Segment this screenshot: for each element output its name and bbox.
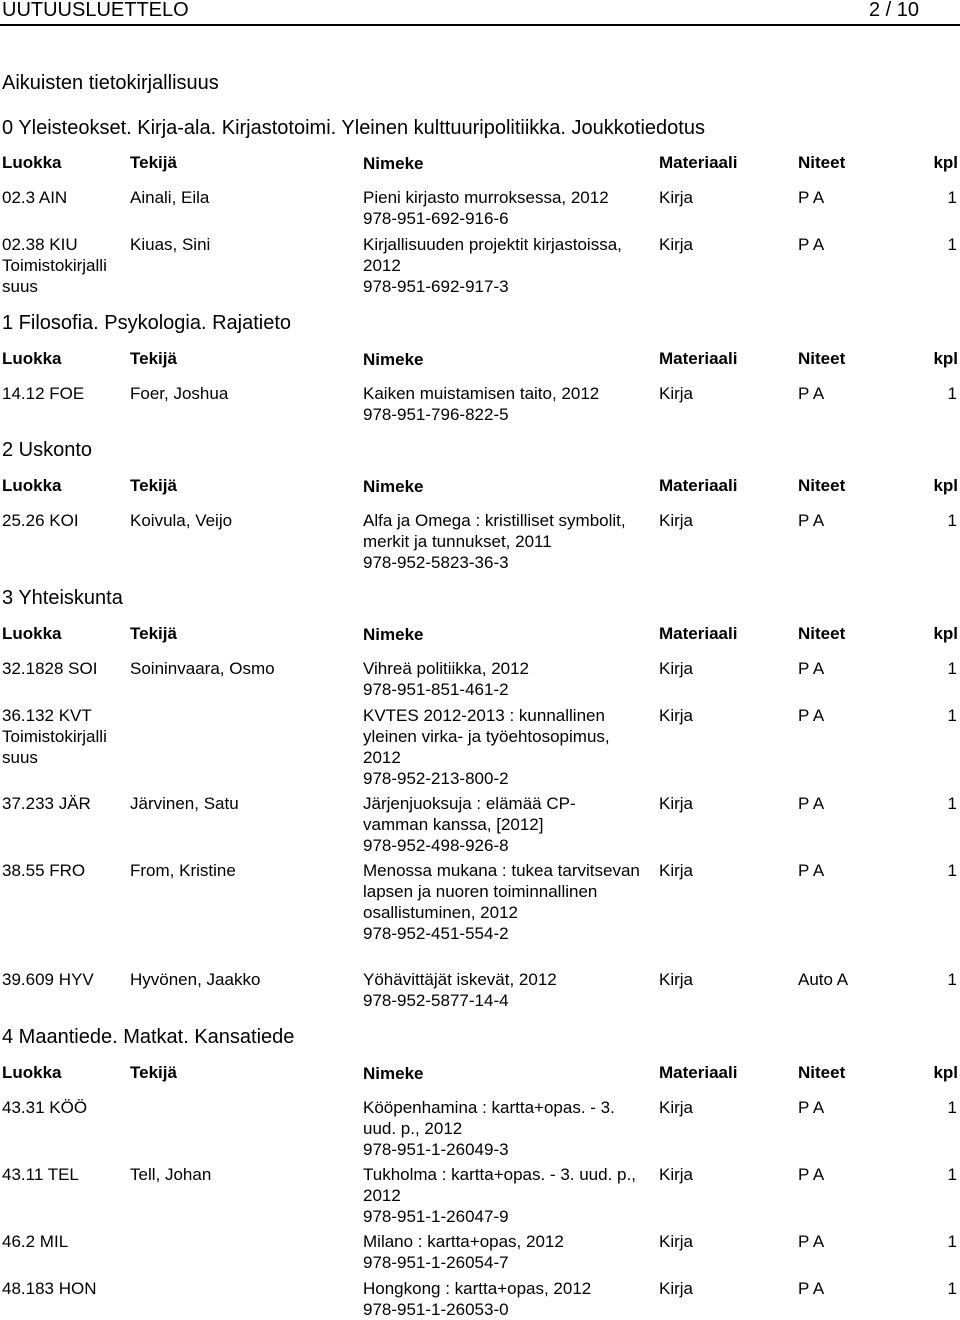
row-nimeke xyxy=(363,793,603,856)
title-text: Alfa ja Omega : kristilliset symbolit, merkit ja tunnukset, 2011 xyxy=(363,511,626,551)
row-niteet: P A xyxy=(798,235,825,254)
row-nimeke xyxy=(363,510,648,573)
row-luokka: 32.1828 SOI xyxy=(2,659,98,678)
isbn: 978-952-498-926-8 xyxy=(363,836,509,855)
row-niteet: P A xyxy=(798,1232,825,1251)
row-tekija: Kiuas, Sini xyxy=(130,235,211,254)
row-kpl: 1 xyxy=(947,970,957,989)
col-luokka: Luokka xyxy=(2,153,62,172)
row-niteet: P A xyxy=(798,511,825,530)
col-niteet: Niteet xyxy=(798,349,846,368)
col-materiaali: Materiaali xyxy=(659,349,738,368)
title-text: Hongkong : kartta+opas, 2012 xyxy=(363,1279,592,1298)
row-nimeke xyxy=(363,1164,643,1227)
isbn: 978-951-851-461-2 xyxy=(363,680,509,699)
row-tekija: Järvinen, Satu xyxy=(130,794,239,813)
row-materiaali: Kirja xyxy=(659,706,694,725)
row-niteet: P A xyxy=(798,794,825,813)
row-nimeke xyxy=(363,969,653,1011)
title-text: Tukholma : kartta+opas. - 3. uud. p., 2012 xyxy=(363,1165,636,1205)
row-niteet: P A xyxy=(798,384,825,403)
row-materiaali: Kirja xyxy=(659,659,694,678)
row-tekija: Koivula, Veijo xyxy=(130,511,233,530)
title-text: Pieni kirjasto murroksessa, 2012 xyxy=(363,188,609,207)
row-luokka: 02.38 KIU Toimistokirjalli suus xyxy=(2,235,107,296)
row-luokka: 02.3 AIN xyxy=(2,188,68,207)
col-niteet: Niteet xyxy=(798,1063,846,1082)
row-materiaali: Kirja xyxy=(659,794,694,813)
col-nimeke: Nimeke xyxy=(363,350,424,369)
row-materiaali: Kirja xyxy=(659,1232,694,1251)
row-niteet: P A xyxy=(798,659,825,678)
row-kpl: 1 xyxy=(947,1279,957,1298)
section-title: 3 Yhteiskunta xyxy=(2,587,123,609)
isbn: 978-951-1-26053-0 xyxy=(363,1300,509,1319)
isbn: 978-951-692-917-3 xyxy=(363,277,509,296)
row-nimeke xyxy=(363,187,653,229)
row-materiaali: Kirja xyxy=(659,1279,694,1298)
column-header-row xyxy=(0,624,960,646)
row-niteet: P A xyxy=(798,188,825,207)
row-tekija: Ainali, Eila xyxy=(130,188,210,207)
row-tekija: Foer, Joshua xyxy=(130,384,229,403)
row-materiaali: Kirja xyxy=(659,235,694,254)
row-niteet: P A xyxy=(798,1165,825,1184)
row-luokka: 38.55 FRO xyxy=(2,861,86,880)
col-niteet: Niteet xyxy=(798,624,846,643)
row-materiaali: Kirja xyxy=(659,511,694,530)
row-kpl: 1 xyxy=(947,511,957,530)
isbn: 978-952-451-554-2 xyxy=(363,924,509,943)
column-header-row xyxy=(0,476,960,498)
column-header-row xyxy=(0,349,960,371)
row-tekija: Tell, Johan xyxy=(130,1165,212,1184)
header-rule xyxy=(0,24,960,26)
col-luokka: Luokka xyxy=(2,1063,62,1082)
row-luokka: 48.183 HON xyxy=(2,1279,97,1298)
isbn: 978-951-796-822-5 xyxy=(363,405,509,424)
col-kpl: kpl xyxy=(933,349,958,368)
row-luokka: 36.132 KVT Toimistokirjalli suus xyxy=(2,706,107,767)
col-luokka: Luokka xyxy=(2,476,62,495)
row-materiaali: Kirja xyxy=(659,861,694,880)
row-niteet: P A xyxy=(798,1098,825,1117)
isbn: 978-952-213-800-2 xyxy=(363,769,509,788)
row-luokka: 43.11 TEL xyxy=(2,1165,79,1184)
row-tekija: Hyvönen, Jaakko xyxy=(130,970,261,989)
row-kpl: 1 xyxy=(947,188,957,207)
row-luokka: 46.2 MIL xyxy=(2,1232,69,1251)
col-luokka: Luokka xyxy=(2,349,62,368)
row-nimeke xyxy=(363,234,653,297)
row-kpl: 1 xyxy=(947,235,957,254)
row-materiaali: Kirja xyxy=(659,1165,694,1184)
row-nimeke xyxy=(363,658,653,700)
row-kpl: 1 xyxy=(947,1165,957,1184)
col-kpl: kpl xyxy=(933,624,958,643)
row-nimeke xyxy=(363,1097,643,1160)
row-nimeke xyxy=(363,1231,653,1273)
row-nimeke xyxy=(363,860,643,944)
col-nimeke: Nimeke xyxy=(363,154,424,173)
col-nimeke: Nimeke xyxy=(363,477,424,496)
isbn: 978-952-5877-14-4 xyxy=(363,991,509,1010)
column-header-row xyxy=(0,1063,960,1085)
row-luokka: 37.233 JÄR xyxy=(2,794,91,813)
isbn: 978-952-5823-36-3 xyxy=(363,553,509,572)
section-title: 0 Yleisteokset. Kirja-ala. Kirjastotoimi. Yleinen kulttuuripolitiikka. Joukkotiedotus xyxy=(2,117,705,139)
col-tekija: Tekijä xyxy=(130,349,177,368)
col-niteet: Niteet xyxy=(798,153,846,172)
isbn: 978-951-1-26054-7 xyxy=(363,1253,509,1272)
col-niteet: Niteet xyxy=(798,476,846,495)
row-kpl: 1 xyxy=(947,861,957,880)
row-niteet: Auto A xyxy=(798,970,849,989)
col-tekija: Tekijä xyxy=(130,476,177,495)
col-kpl: kpl xyxy=(933,153,958,172)
col-kpl: kpl xyxy=(933,476,958,495)
title-text: Kööpenhamina : kartta+opas. - 3. uud. p., 2012 xyxy=(363,1098,615,1138)
row-niteet: P A xyxy=(798,1279,825,1298)
row-kpl: 1 xyxy=(947,706,957,725)
section-title: 4 Maantiede. Matkat. Kansatiede xyxy=(2,1026,295,1048)
row-materiaali: Kirja xyxy=(659,384,694,403)
row-luokka: 39.609 HYV xyxy=(2,970,94,989)
title-text: Menossa mukana : tukea tarvitsevan lapsen ja nuoren toiminnallinen osallistuminen, 2012 xyxy=(363,861,640,922)
column-header-row xyxy=(0,153,960,175)
col-nimeke: Nimeke xyxy=(363,1064,424,1083)
row-materiaali: Kirja xyxy=(659,970,694,989)
row-materiaali: Kirja xyxy=(659,188,694,207)
title-text: Milano : kartta+opas, 2012 xyxy=(363,1232,564,1251)
section-title: 2 Uskonto xyxy=(2,439,93,461)
row-niteet: P A xyxy=(798,861,825,880)
row-kpl: 1 xyxy=(947,659,957,678)
title-text: KVTES 2012-2013 : kunnallinen yleinen virka- ja työehtosopimus, 2012 xyxy=(363,706,610,767)
title-text: Yöhävittäjät iskevät, 2012 xyxy=(363,970,557,989)
col-luokka: Luokka xyxy=(2,624,62,643)
title-text: Vihreä politiikka, 2012 xyxy=(363,659,530,678)
row-luokka: 14.12 FOE xyxy=(2,384,85,403)
row-luokka: 25.26 KOI xyxy=(2,511,79,530)
main-heading: Aikuisten tietokirjallisuus xyxy=(2,72,219,94)
row-kpl: 1 xyxy=(947,1232,957,1251)
row-kpl: 1 xyxy=(947,1098,957,1117)
title-text: Kaiken muistamisen taito, 2012 xyxy=(363,384,600,403)
row-materiaali: Kirja xyxy=(659,1098,694,1117)
row-nimeke xyxy=(363,705,638,789)
row-niteet: P A xyxy=(798,706,825,725)
col-materiaali: Materiaali xyxy=(659,1063,738,1082)
title-text: Kirjallisuuden projektit kirjastoissa, 2012 xyxy=(363,235,622,275)
isbn: 978-951-692-916-6 xyxy=(363,209,509,228)
col-tekija: Tekijä xyxy=(130,624,177,643)
col-materiaali: Materiaali xyxy=(659,476,738,495)
row-tekija: Soininvaara, Osmo xyxy=(130,659,275,678)
page-number: 2 / 10 xyxy=(868,0,919,21)
isbn: 978-951-1-26049-3 xyxy=(363,1140,509,1159)
title-text: Järjenjuoksuja : elämää CP-vamman kanssa, [2012] xyxy=(363,794,576,834)
row-nimeke xyxy=(363,1278,653,1320)
col-tekija: Tekijä xyxy=(130,1063,177,1082)
col-materiaali: Materiaali xyxy=(659,624,738,643)
row-kpl: 1 xyxy=(947,794,957,813)
col-nimeke: Nimeke xyxy=(363,625,424,644)
section-title: 1 Filosofia. Psykologia. Rajatieto xyxy=(2,312,292,334)
document-title: UUTUUSLUETTELO xyxy=(2,0,189,21)
row-kpl: 1 xyxy=(947,384,957,403)
col-kpl: kpl xyxy=(933,1063,958,1082)
col-tekija: Tekijä xyxy=(130,153,177,172)
row-nimeke xyxy=(363,383,653,425)
isbn: 978-951-1-26047-9 xyxy=(363,1207,509,1226)
row-luokka: 43.31 KÖÖ xyxy=(2,1098,88,1117)
page-header xyxy=(0,0,960,24)
row-tekija: From, Kristine xyxy=(130,861,236,880)
col-materiaali: Materiaali xyxy=(659,153,738,172)
